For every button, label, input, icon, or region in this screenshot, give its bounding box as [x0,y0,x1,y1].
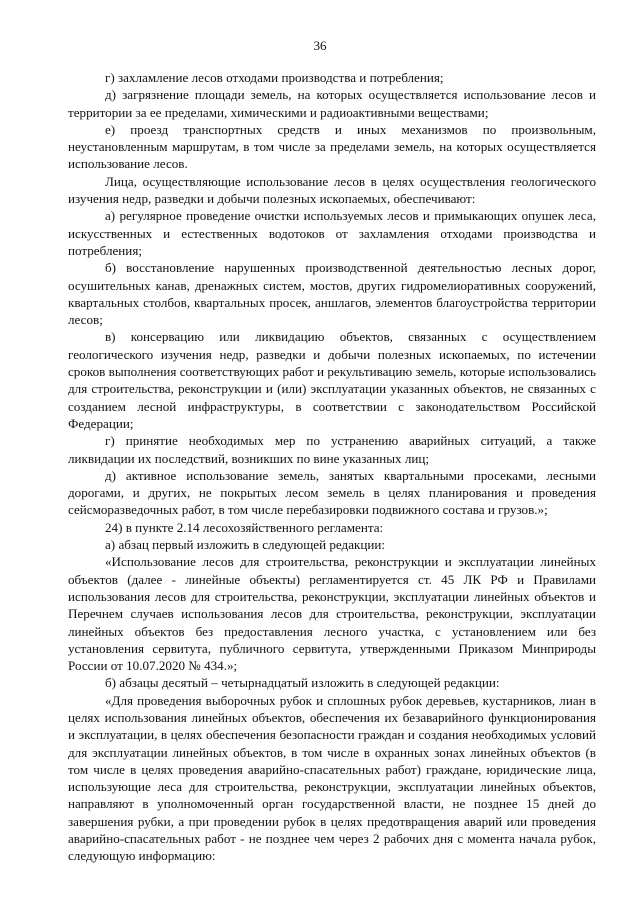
page-number: 36 [313,38,327,53]
paragraph: г) принятие необходимых мер по устранению аварийных ситуаций, а также ликвидации их последствий, возникших по вине указанных лиц; [68,433,596,466]
paragraph: г) захламление лесов отходами производства и потребления; [105,70,444,85]
document-body [68,69,596,865]
paragraph: а) регулярное проведение очистки используемых лесов и примыкающих опушек леса, искусственных и естественных водотоков от захламления отходами производства и потребления; [68,208,596,258]
paragraph: е) проезд транспортных средств и иных механизмов по произвольным, неустановленным маршрутам, в том числе за пределами земель, на которых осуществляется использование лесов. [68,121,596,172]
paragraph: д) загрязнение площади земель, на которых осуществляется использование лесов и территории за ее пределами, химическими и радиоактивными веществами; [68,87,596,120]
paragraph: Лица, осуществляющие использование лесов в целях осуществления геологического изучения недр, разведки и добычи полезных ископаемых, обеспечивают: [68,173,596,207]
paragraph: а) абзац первый изложить в следующей редакции: [105,537,386,553]
paragraph: «Для проведения выборочных рубок и сплошных рубок деревьев, кустарников, лиан в целях использования линейных объектов, обеспечения их безаварийного функционирования и эксплуатации, в целях обеспечения безопасности граждан и создания необходимых условий для эксплуатации линейных объектов, в том числе в охранных зонах линейных объектов (в том числе в целях проведения аварийно-спасательных работ) граждане, юридические лица, использующие леса для строительства, реконструкции, эксплуатации линейных объектов, направляют в уполномоченный орган государственной власти, не позднее 15 дней до завершения рубки, а при проведении рубок в целях предотвращения аварий или проведения аварийно-спасательных работ - не позднее чем через 2 рабочих дня с момента начала рубок, следующую информацию: [68,692,596,864]
paragraph: «Использование лесов для строительства, реконструкции и эксплуатации линейных объектов (далее - линейные объекты) регламентируется ст. 45 ЛК РФ и Правилами использования лесов для строительства, реконструкции, эксплуатации линейных объектов и Перечнем случаев использования лесов для строительства, реконструкции, эксплуатации линейных объектов без предоставления лесного участка, с установлением или без установления сервитута, публичного сервитута, утвержденными Приказом Минприроды России от 10.07.2020 № 434.»; [68,554,596,674]
paragraph: д) активное использование земель, занятых квартальными просеками, лесными дорогами, и других, не покрытых лесом земель в целях планирования и проведения сейсморазведочных работ, в том числе перебазировки подвижного состава и грузов.»; [68,467,596,518]
paragraph: б) абзацы десятый – четырнадцатый изложить в следующей редакции: [105,675,500,691]
paragraph: в) консервацию или ликвидацию объектов, связанных с осуществлением геологического изучения недр, разведки и добычи полезных ископаемых, по истечении сроков выполнения соответствующих работ и рекультивацию земель, которые использовались для строительства, реконструкции и (или) эксплуатации указанных объектов, не связанных с созданием лесной инфраструктуры, в соответствии с законодательством Российской Федерации; [68,329,596,431]
paragraph: б) восстановление нарушенных производственной деятельностью лесных дорог, осушительных канав, дренажных систем, мостов, других гидромелиоративных сооружений, квартальных столбов, квартальных просек, аншлагов, элементов благоустройства территории лесов; [68,260,596,328]
paragraph: 24) в пункте 2.14 лесохозяйственного регламента: [105,519,384,535]
